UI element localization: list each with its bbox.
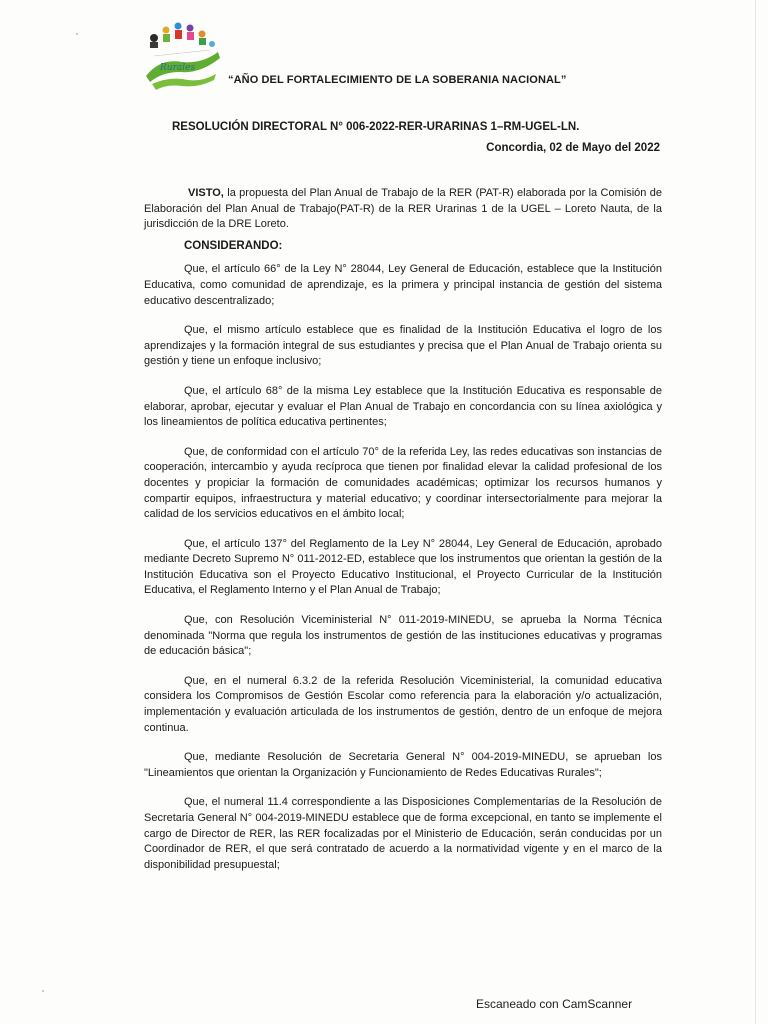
logo-lettering: Rurales	[160, 63, 196, 73]
scan-edge-line	[755, 0, 756, 1024]
considerando-paragraph: Que, de conformidad con el artículo 70° de la referida Ley, las redes educativas son instancias de cooperación, intercambio y ayuda recíproca que tienen por finalidad elevar la calidad profesional de los docentes y propiciar la formación de comunidades académicas; optimizar los recursos humanos y compartir equipos, infraestructura y material educativo; y coordinar intersectorialmente para mejorar la calidad de los servicios educativos en el ámbito local;	[144, 445, 662, 521]
visto-label: VISTO,	[188, 187, 224, 199]
visto-paragraph	[144, 186, 662, 233]
rurales-logo-icon	[140, 18, 224, 92]
visto-text: la propuesta del Plan Anual de Trabajo de la RER (PAT-R) elaborada por la Comisión de Elaboración del Plan Anual de Trabajo(PAT-R) de la RER Urarinas 1 de la UGEL – Loreto Nauta, de la jurisdicción de la DRE Loreto.	[144, 187, 662, 231]
resolution-title: RESOLUCIÓN DIRECTORAL N° 006-2022-RER-URARINAS 1–RM-UGEL-LN.	[172, 121, 580, 133]
considerando-paragraph: Que, el artículo 137° del Reglamento de la Ley N° 28044, Ley General de Educación, aprobado mediante Decreto Supremo N° 011-2012-ED, establece que los instrumentos que orientan la gestión de la Institución Educativa son el Proyecto Educativo Institucional, el Proyecto Curricular de la Institución Educativa, el Reglamento Interno y el Plan Anual de Trabajo;	[144, 537, 662, 597]
considerando-paragraph: Que, el mismo artículo establece que es finalidad de la Institución Educativa el logro de los aprendizajes y la formación integral de sus estudiantes y precisa que el Plan Anual de Trabajo orienta su gestión y tiene un enfoque inclusivo;	[144, 324, 662, 368]
rer-rurales-logo	[140, 18, 224, 92]
scan-speck	[76, 33, 78, 35]
year-motto: “AÑO DEL FORTALECIMIENTO DE LA SOBERANIA NACIONAL”	[228, 74, 567, 86]
considerando-paragraph: Que, el artículo 68° de la misma Ley establece que la Institución Educativa es responsable de elaborar, aprobar, ejecutar y evaluar el Plan Anual de Trabajo en concordancia con su línea axiológica y los lineamientos de política educativa pertinentes;	[144, 384, 662, 429]
considerando-paragraph: Que, el artículo 66° de la Ley N° 28044, Ley General de Educación, establece que la Institución Educativa, como comunidad de aprendizaje, es la primera y principal instancia de gestión del sistema educativo descentralizado;	[144, 263, 662, 307]
considerando-paragraph: Que, con Resolución Viceministerial N° 011-2019-MINEDU, se aprueba la Norma Técnica denominada "Norma que regula los instrumentos de gestión de las instituciones educativas y programas de educación básica";	[144, 614, 662, 658]
considerando-heading: CONSIDERANDO:	[184, 239, 283, 252]
scan-speck	[42, 990, 44, 992]
camscanner-watermark: Escaneado con CamScanner	[476, 997, 633, 1011]
document-body	[144, 186, 662, 887]
considerando-paragraph: Que, mediante Resolución de Secretaria General N° 004-2019-MINEDU, se aprueban los "Lineamientos que orientan la Organización y Funcionamiento de Redes Educativas Rurales";	[144, 751, 662, 779]
considerando-paragraph: Que, el numeral 11.4 correspondiente a las Disposiciones Complementarias de la Resolución de Secretaria General N° 004-2019-MINEDU establece que de forma excepcional, en tanto se implemente el cargo de Director de RER, las RER focalizadas por el Ministerio de Educación, serán conducidas por un Coordinador de RER, el que será contratado de acuerdo a la normatividad vigente y en el marco de la disponibilidad presupuestal;	[144, 796, 662, 871]
resolution-date: Concordia, 02 de Mayo del 2022	[486, 142, 660, 154]
considerando-paragraph: Que, en el numeral 6.3.2 de la referida Resolución Viceministerial, la comunidad educativa considera los Compromisos de Gestión Escolar como referencia para la elaboración y/o actualización, implementación y evaluación articulada de los instrumentos de gestión, dentro de un enfoque de mejora continua.	[144, 674, 662, 734]
